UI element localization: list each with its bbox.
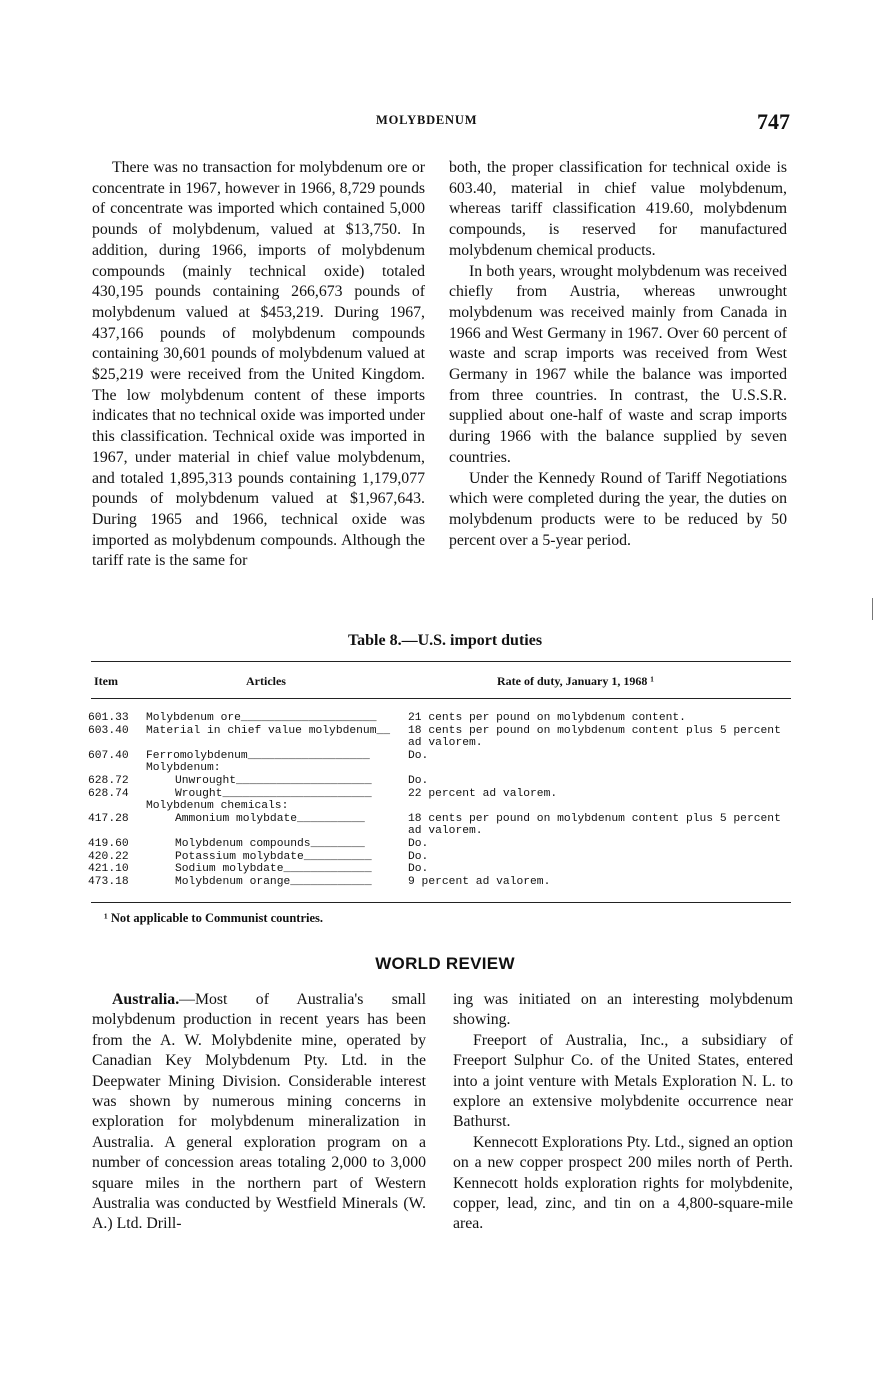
page-number: 747	[757, 109, 790, 134]
item-cell: 473.18	[88, 875, 129, 888]
dot-leader: ____________________	[236, 774, 372, 787]
item-cell	[88, 825, 146, 838]
rate-cell: 22 percent ad valorem.	[408, 787, 558, 800]
table-footnote: ¹ Not applicable to Communist countries.	[104, 911, 324, 925]
article-text	[146, 788, 372, 801]
article-name: Unwrought	[175, 774, 237, 787]
table-row	[88, 737, 796, 750]
paragraph: Under the Kennedy Round of Tariff Negotiations which were completed during the year, the duties on molybdenum products were to be reduced by 50 percent over a 5-year period.	[449, 469, 787, 549]
item-cell: 628.72	[88, 774, 129, 787]
table-row	[88, 825, 796, 838]
table-row	[88, 775, 796, 788]
top-left-column	[92, 158, 425, 572]
section-title: WORLD REVIEW	[375, 954, 515, 973]
rate-cell: 9 percent ad valorem.	[408, 875, 551, 888]
bottom-right-column	[453, 990, 793, 1235]
table-row	[88, 863, 796, 876]
table-top-rule	[91, 661, 791, 662]
article-text	[146, 863, 372, 876]
article-name: Ferromolybdenum	[146, 749, 248, 762]
running-title: MOLYBDENUM	[376, 113, 478, 127]
rate-cell: Do.	[408, 837, 429, 850]
article-text	[146, 838, 365, 851]
article-text	[146, 775, 372, 788]
article-cell	[146, 863, 408, 876]
article-cell	[146, 762, 408, 775]
article-cell	[146, 876, 408, 889]
dot-leader: ____________________	[240, 712, 377, 724]
article-text	[146, 712, 377, 725]
dot-leader: ______________________	[222, 787, 372, 800]
article-cell	[146, 813, 408, 826]
rate-cell: 21 cents per pound on molybdenum content.	[408, 712, 686, 724]
article-text	[146, 851, 372, 864]
article-cell	[146, 737, 408, 750]
paragraph: In both years, wrought molybdenum was received chiefly from Austria, whereas unwrought molybdenum was received mainly from Canada in 1966 and West Germany in 1967. Over 60 percent of waste and scrap imports was received from West Germany in 1967 while the balance was imported from three countries. In contrast, the U.S.S.R. supplied about one-half of waste and scrap imports during 1966 with the balance supplied by seven countries.	[449, 262, 787, 466]
table-row	[88, 876, 796, 889]
table-row	[88, 800, 796, 813]
rate-cell: 18 cents per pound on molybdenum content plus 5 percent	[408, 812, 781, 825]
article-cell	[146, 800, 408, 813]
article-cell	[146, 851, 408, 864]
paragraph-text: —Most of Australia's small molybdenum production in recent years has been from the A. W. Molybdenite mine, operated by Canadian Key Molybdenum Pty. Ltd. in the Deepwater Mining Division. Considerable interest was shown by numerous mining concerns in exploration for molybdenum mineralization in Australia. A general exploration program on a number of concession areas totaling 2,000 to 3,000 square miles in the northern part of Western Australia was conducted by Westfield Minerals (W. A.) Ltd. Drill-	[92, 991, 426, 1233]
item-cell	[88, 737, 146, 750]
column-header-item: Item	[94, 674, 118, 688]
article-cell	[146, 775, 408, 788]
table-row	[88, 813, 796, 826]
margin-mark	[872, 598, 873, 620]
table-title: Table 8.—U.S. import duties	[347, 632, 543, 649]
rate-cell: 18 cents per pound on molybdenum content plus 5 percent	[408, 724, 781, 737]
article-name: Molybdenum:	[146, 762, 221, 775]
article-name: Ammonium molybdate	[175, 812, 298, 825]
bottom-left-column	[92, 990, 426, 1235]
table-row	[88, 725, 796, 738]
dot-leader: ____________	[290, 875, 372, 888]
item-cell	[88, 762, 146, 775]
dot-leader: __________	[303, 850, 372, 863]
article-cell	[146, 788, 408, 801]
paragraph: There was no transaction for molybdenum ore or concentrate in 1967, however in 1966, 8,729 pounds of concentrate was imported which contained 5,000 pounds of molybdenum, valued at $13,750. In addition, during 1966, imports of molybdenum compounds (mainly technical oxide) totaled 430,195 pounds containing 266,673 pounds of molybdenum valued at $453,219. During 1967, 437,166 pounds of molybdenum compounds containing 30,601 pounds of molybdenum valued at $25,219 were received from the United Kingdom. The low molybdenum content of these imports indicates that no technical oxide was imported under this classification. Technical oxide was imported in 1967, under material in chief value molybdenum, and totaled 1,895,313 pounds containing 1,179,077 pounds of molybdenum valued at $1,967,643. During 1965 and 1966, technical oxide was imported as molybdenum compounds. Although the tariff rate is the same for	[92, 159, 425, 570]
dot-leader: __________	[297, 812, 365, 825]
column-header-articles: Articles	[246, 674, 286, 688]
top-right-column	[449, 158, 787, 551]
article-text	[146, 725, 390, 738]
article-name: Molybdenum orange	[175, 875, 291, 888]
table-row	[88, 750, 796, 763]
duties-table	[88, 712, 796, 888]
item-cell: 603.40	[88, 724, 129, 737]
rate-cell	[408, 800, 796, 813]
table-row	[88, 838, 796, 851]
table-bottom-rule	[91, 902, 791, 903]
item-cell: 607.40	[88, 749, 129, 762]
dot-leader: __	[376, 724, 391, 737]
rate-cell	[408, 762, 796, 775]
paragraph-lead: Australia.	[112, 991, 180, 1008]
item-cell	[88, 800, 146, 813]
item-cell: 628.74	[88, 787, 129, 800]
table-row	[88, 851, 796, 864]
paragraph: both, the proper classification for technical oxide is 603.40, material in chief value molybdenum, whereas tariff classification 419.60, molybdenum compounds, is reserved for manufactured molybdenum chemical products.	[449, 159, 787, 259]
table-row	[88, 788, 796, 801]
item-cell: 421.10	[88, 863, 129, 876]
article-cell	[146, 838, 408, 851]
table-row	[88, 762, 796, 775]
rate-cell: Do.	[408, 850, 429, 863]
table-row	[88, 712, 796, 725]
article-text	[146, 762, 221, 775]
rate-cell: ad valorem.	[408, 737, 483, 750]
article-name: Wrought	[175, 787, 223, 800]
article-name: Molybdenum ore	[146, 712, 241, 724]
dot-leader: ________	[310, 837, 365, 850]
paragraph	[92, 990, 426, 1235]
item-cell: 417.28	[88, 812, 129, 825]
paragraph: ing was initiated on an interesting molybdenum showing.	[453, 991, 793, 1029]
article-name: Sodium molybdate	[175, 863, 284, 876]
rate-cell: Do.	[408, 863, 429, 876]
article-name: Molybdenum compounds	[175, 837, 311, 850]
column-header-rate: Rate of duty, January 1, 1968 ¹	[497, 674, 654, 688]
rate-cell: Do.	[408, 774, 429, 787]
article-text	[146, 800, 288, 813]
rate-cell: Do.	[408, 749, 429, 762]
article-cell	[146, 750, 408, 763]
article-cell	[146, 725, 408, 738]
article-name: Potassium molybdate	[175, 850, 304, 863]
article-cell	[146, 712, 408, 725]
article-name: Material in chief value molybdenum	[146, 724, 377, 737]
table-header-rule	[91, 698, 791, 699]
dot-leader: __________________	[247, 749, 370, 762]
dot-leader: _____________	[283, 863, 372, 876]
item-cell: 601.33	[88, 712, 129, 724]
duties-table-body	[88, 712, 796, 888]
paragraph: Kennecott Explorations Pty. Ltd., signed an option on a new copper prospect 200 miles north of Perth. Kennecott holds exploration rights for molybdenite, copper, lead, zinc, and tin on a 4,800-square-mile area.	[453, 1133, 793, 1233]
item-cell: 419.60	[88, 837, 129, 850]
article-name: Molybdenum chemicals:	[146, 800, 289, 813]
article-text	[146, 750, 370, 763]
paragraph: Freeport of Australia, Inc., a subsidiary of Freeport Sulphur Co. of the United States, entered into a joint venture with Metals Exploration N. L. to explore an extensive molybdenite occurrence near Bathurst.	[453, 1031, 793, 1131]
item-cell: 420.22	[88, 850, 129, 863]
article-text	[146, 813, 365, 826]
rate-cell: ad valorem.	[408, 825, 483, 838]
article-text	[146, 876, 372, 889]
article-cell	[146, 825, 408, 838]
